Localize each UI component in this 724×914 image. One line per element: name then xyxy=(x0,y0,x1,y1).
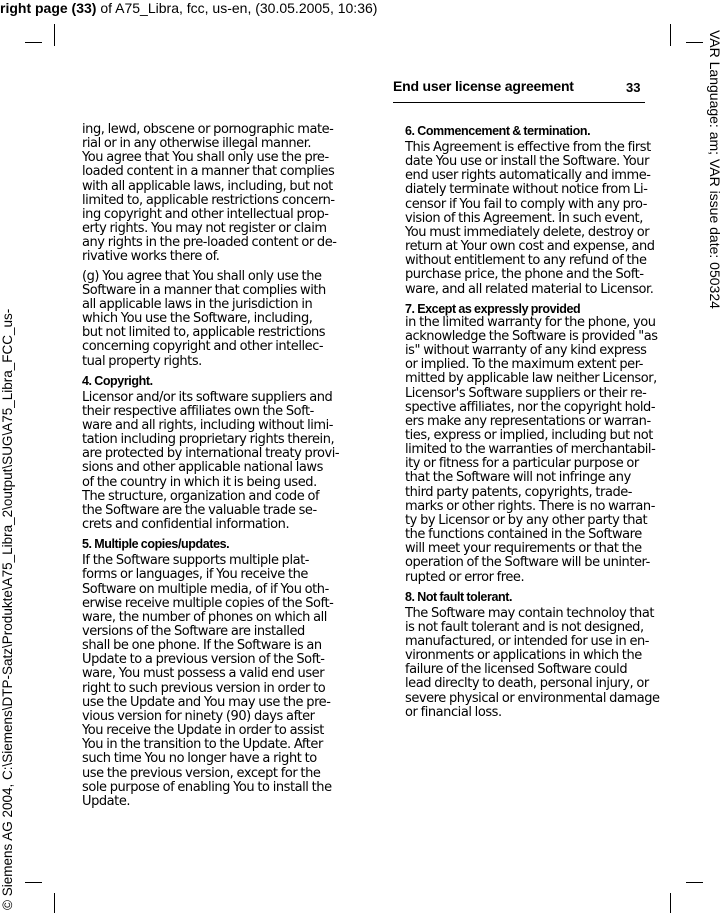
text-line: crets and confidential information. xyxy=(82,517,290,533)
section-heading-fault-tolerant: 8. Not fault tolerant. xyxy=(405,589,513,604)
text-line: such time You no longer have a right to xyxy=(82,751,317,767)
text-line: This Agreement is effective from the first xyxy=(405,140,651,155)
text-line: Update. xyxy=(82,793,131,809)
text-line: operation of the Software will be uninter- xyxy=(405,555,650,571)
text-line: is not fault tolerant and is not designed, xyxy=(405,619,644,635)
right-column xyxy=(405,124,705,720)
text-line: purchase price, the phone and the Soft- xyxy=(405,267,644,283)
page-number: 33 xyxy=(626,80,641,95)
text-line: You receive the Update in order to assist xyxy=(82,723,324,739)
text-line: failure of the licensed Software could xyxy=(405,662,628,678)
text-line: loaded content in a manner that complies xyxy=(82,164,335,180)
text-line: that the Software will not infringe any xyxy=(405,470,631,486)
text-line: ware, and all related material to Licensor. xyxy=(405,281,654,297)
text-line: sole purpose of enabling You to install the xyxy=(82,779,332,795)
text-line: Update to a previous version of the Soft- xyxy=(82,652,325,668)
text-line: tation including proprietary rights therein, xyxy=(82,432,335,448)
text-line: manufactured, or intended for use in en- xyxy=(405,634,650,649)
text-line: ware and all rights, including without limi- xyxy=(82,417,334,433)
text-line: Licensor and/or its software suppliers and xyxy=(82,389,333,405)
text-line: Software in a manner that complies with xyxy=(82,282,326,298)
text-line: lead direclty to death, personal injury, or xyxy=(405,676,649,692)
text-line: shall be one phone. If the Software is an xyxy=(82,638,322,654)
text-line: right to such previous version in order to xyxy=(82,680,326,696)
text-line: versions of the Software are installed xyxy=(82,624,305,639)
paragraph-copyright xyxy=(82,391,382,533)
text-line: all applicable laws in the jurisdiction in xyxy=(82,296,313,312)
print-file-info: of A75_Libra, fcc, us-en, (30.05.2005, 10:36) xyxy=(96,0,378,16)
text-line: ing copyright and other intellectual prop- xyxy=(82,206,329,222)
crop-mark xyxy=(670,893,671,913)
text-line: spective affiliates, nor the copyright hold- xyxy=(405,399,656,415)
text-line: erty rights. You may not register or claim xyxy=(82,221,327,237)
text-line: third party patents, copyrights, trade- xyxy=(405,484,633,500)
left-column xyxy=(82,123,382,809)
text-line: marks or other rights. There is no warran- xyxy=(405,498,655,514)
text-line: Licensor's Software suppliers or their re- xyxy=(405,385,647,401)
var-language-text: VAR Language: am; VAR issue date: 050324 xyxy=(707,30,723,309)
crop-mark xyxy=(25,42,42,43)
paragraph-commencement xyxy=(405,141,705,297)
text-line: mitted by applicable law neither Licensor, xyxy=(405,371,657,387)
text-line: return at Your own cost and expense, and xyxy=(405,239,655,255)
section-heading-multiple-copies: 5. Multiple copies/updates. xyxy=(82,537,230,552)
text-line: date You use or install the Software. Your xyxy=(405,154,649,170)
paragraph-multiple-copies xyxy=(82,554,382,809)
text-line: but not limited to, applicable restrictions xyxy=(82,325,326,341)
page-title: End user license agreement xyxy=(393,78,574,94)
text-line: or implied. To the maximum extent per- xyxy=(405,357,643,373)
text-line: in the limited warranty for the phone, you xyxy=(405,314,656,330)
crop-mark xyxy=(686,42,703,43)
text-line: the Software are the valuable trade se- xyxy=(82,502,317,518)
text-line: their respective affiliates own the Soft- xyxy=(82,403,314,419)
text-line: erwise receive multiple copies of the Soft- xyxy=(82,595,334,611)
header-rule xyxy=(393,102,645,103)
text-line: with all applicable laws, including, but not xyxy=(82,178,333,194)
text-line: rupted or error free. xyxy=(405,569,525,585)
text-line: The Software may contain technoloy that xyxy=(405,605,655,621)
text-line: rial or in any otherwise illegal manner. xyxy=(82,136,312,152)
text-line: concerning copyright and other intellec- xyxy=(82,339,324,355)
crop-mark xyxy=(54,24,55,46)
text-line: are protected by international treaty provi- xyxy=(82,446,340,462)
text-line: Software on multiple media, of if You oth- xyxy=(82,581,329,597)
section-heading-commencement: 6. Commencement & termination. xyxy=(405,124,591,138)
text-line: You agree that You shall only use the pre- xyxy=(82,150,329,166)
text-line: without entitlement to any refund of the xyxy=(405,253,647,269)
text-line: tual property rights. xyxy=(82,353,202,369)
text-line: or financial loss. xyxy=(405,704,502,720)
text-line: limited to the warranties of merchantabil- xyxy=(405,442,656,458)
text-line: acknowledge the Software is provided "as xyxy=(405,328,658,344)
crop-mark xyxy=(54,893,55,913)
text-line: severe physical or environmental damage xyxy=(405,690,660,706)
text-line: use the previous version, except for the xyxy=(82,765,321,781)
text-line: ty by Licensor or by any other party that xyxy=(405,512,648,528)
text-line: is" without warranty of any kind express xyxy=(405,343,647,359)
text-line: of the country in which it is being used. xyxy=(82,474,317,490)
crop-mark xyxy=(25,882,42,883)
text-line: will meet your requirements or that the xyxy=(405,541,642,557)
text-line: (g) You agree that You shall only use the xyxy=(82,268,322,284)
paragraph-warranty xyxy=(405,316,705,585)
section-heading-except: 7. Except as expressly provided xyxy=(405,301,581,316)
text-line: end user rights automatically and imme- xyxy=(405,168,651,184)
text-line: vision of this Agreement. In such event, xyxy=(405,210,643,226)
crop-mark xyxy=(686,882,703,883)
paragraph-preloaded-content xyxy=(82,123,382,265)
text-line: use the Update and You may use the pre- xyxy=(82,694,331,710)
text-line: ing, lewd, obscene or pornographic mate- xyxy=(82,122,334,137)
text-line: rivative works there of. xyxy=(82,249,220,265)
section-heading-copyright: 4. Copyright. xyxy=(82,373,153,388)
text-line: sions and other applicable national laws xyxy=(82,460,323,476)
text-line: You in the transition to the Update. After xyxy=(82,737,323,753)
text-line: ware, the number of phones on which all xyxy=(82,609,327,625)
paragraph-fault-tolerant xyxy=(405,607,705,720)
text-line: You must immediately delete, destroy or xyxy=(405,224,650,240)
text-line: If the Software supports multiple plat- xyxy=(82,553,310,569)
paragraph-applicable-laws xyxy=(82,270,382,369)
copyright-path-text: © Siemens AG 2004, C:\Siemens\DTP-Satz\Produkte\A75_Libra_2\output\SUG\A75_Libra_FCC_us- xyxy=(0,308,15,910)
text-line: which You use the Software, including, xyxy=(82,311,313,327)
text-line: forms or languages, if You receive the xyxy=(82,567,308,583)
text-line: ers make any representations or warran- xyxy=(405,413,651,429)
text-line: ware, You must possess a valid end user xyxy=(82,666,325,682)
text-line: The structure, organization and code of xyxy=(82,488,320,504)
print-page-label: right page (33) xyxy=(0,0,97,16)
text-line: vious version for ninety (90) days after xyxy=(82,708,315,724)
text-line: diately terminate without notice from Li- xyxy=(405,182,648,198)
text-line: limited to, applicable restrictions concern- xyxy=(82,192,335,208)
crop-mark xyxy=(670,24,671,46)
text-line: vironments or applications in which the xyxy=(405,648,642,664)
text-line: the functions contained in the Software xyxy=(405,527,642,543)
text-line: ties, express or implied, including but not xyxy=(405,427,653,443)
text-line: any rights in the pre-loaded content or de- xyxy=(82,235,337,251)
text-line: ity or fitness for a particular purpose or xyxy=(405,456,639,472)
print-info-line xyxy=(0,0,377,16)
text-line: censor if You fail to comply with any pro- xyxy=(405,196,648,212)
